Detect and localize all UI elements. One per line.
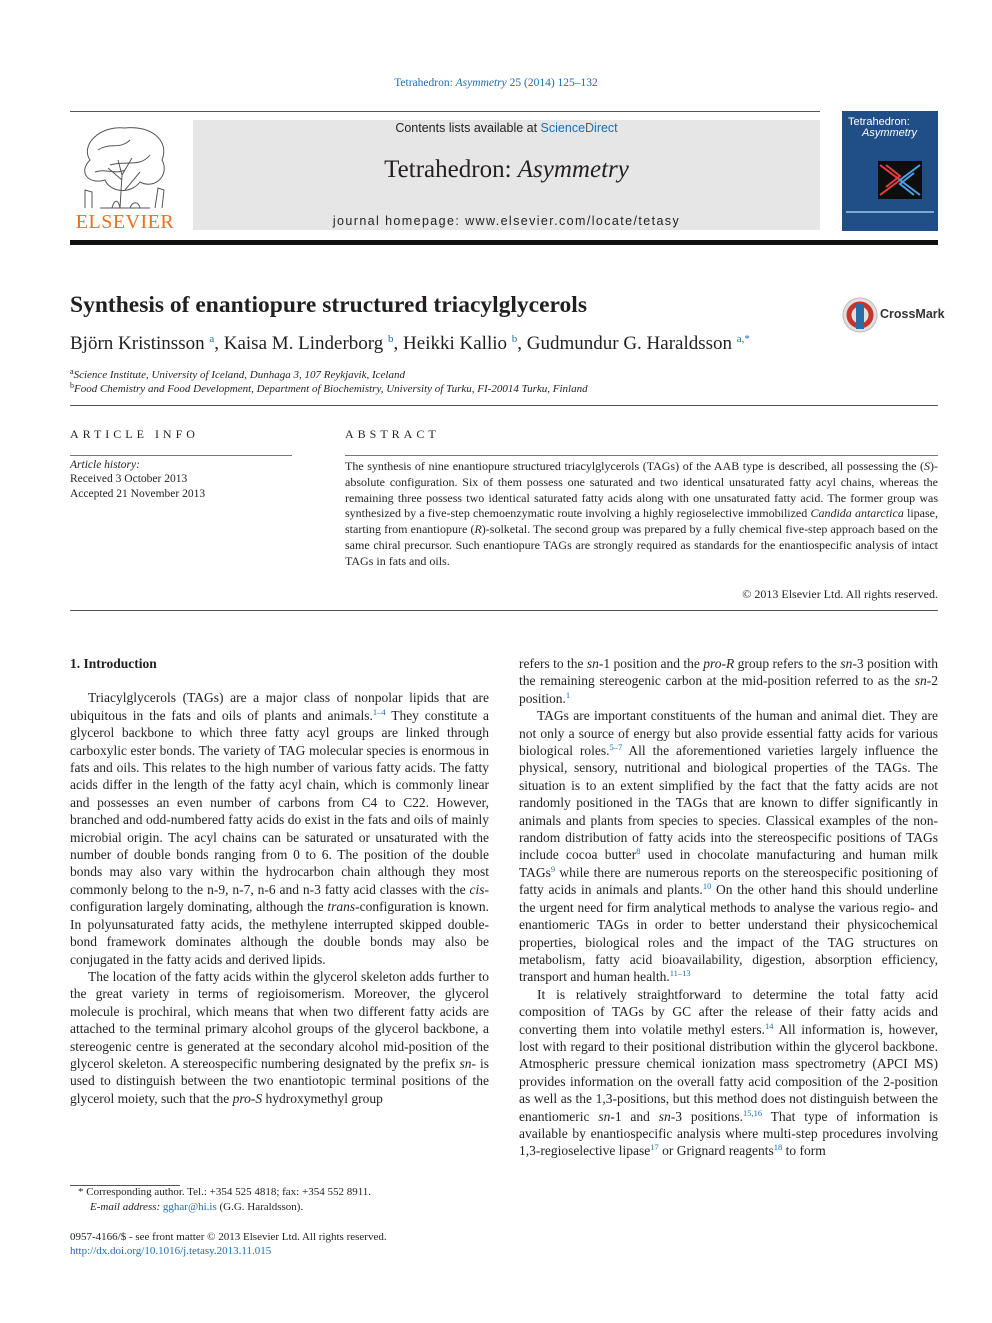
body-paragraph: It is relatively straightforward to determine the total fatty acid composition of TAGs by GC after the release of their fatty acids and converting them into volatile methyl esters.$^{14}$ All information is, however, lost with regard to their positional distribution within the glycerol backbone. Atmospheric pressure chemical ionization mass spectrometry (APCI MS) provides information on the overall fatty acid composition of the 2-position as well as the 1,3-positions, but this method does not distinguish between the enantiomeric sn-1 and sn-3 positions.$^{15,16}$ That type of information is available by enantiospecific analysis where multi-step procedures involving 1,3-regioselective lipase$^{17}$ or Grignard reagents$^{18}$ to form [519, 986, 938, 1159]
email-owner: (G.G. Haraldsson). [216, 1201, 304, 1213]
corresponding-author-note: * Corresponding author. Tel.: +354 525 4818; fax: +354 552 8911. [78, 1186, 372, 1198]
article-title: Synthesis of enantiopure structured triacylglycerols [70, 292, 587, 318]
journal-banner [193, 120, 820, 230]
email-note [90, 1201, 303, 1213]
header-rule [70, 111, 820, 112]
journal-citation [0, 77, 992, 89]
citation-journal-italic[interactable]: Asymmetry [455, 77, 507, 89]
abstract-copyright: © 2013 Elsevier Ltd. All rights reserved. [742, 587, 938, 601]
journal-homepage [193, 214, 820, 228]
contents-prefix: Contents lists available at [395, 121, 541, 135]
section-heading: 1. Introduction [70, 656, 157, 671]
section-rule [70, 610, 938, 611]
homepage-label: journal homepage: [332, 214, 466, 228]
issn-line: 0957-4166/$ - see front matter © 2013 Elsevier Ltd. All rights reserved. [70, 1231, 387, 1243]
homepage-url[interactable]: www.elsevier.com/locate/tetasy [465, 214, 681, 228]
body-paragraph: refers to the sn-1 position and the pro-R group refers to the sn-3 position with the remaining stereogenic carbon at the mid-position referred to as the sn-2 position.$^1$ [519, 656, 938, 706]
citation-ref[interactable]: 14 [765, 1020, 774, 1031]
affiliation-text: Science Institute, University of Iceland, Dunhaga 3, 107 Reykjavik, Iceland [73, 369, 405, 381]
affiliation-marker: b [70, 381, 74, 390]
abstract-rule [345, 455, 938, 456]
author-list: Björn Kristinsson $^a$, Kaisa M. Linderborg $^b$, Heikki Kallio $^b$, Gudmundur G. Haraldsson $^{a,*}$ [70, 333, 750, 354]
cover-title-line1: Tetrahedron: [848, 116, 910, 128]
citation-volume[interactable]: 25 (2014) 125–132 [506, 77, 598, 89]
citation-ref[interactable]: 18 [773, 1142, 783, 1153]
citation-ref[interactable]: 17 [650, 1142, 659, 1153]
citation-ref[interactable]: 5–7 [609, 742, 623, 753]
author-name[interactable]: Kaisa M. Linderborg [223, 333, 384, 354]
body-paragraph: The location of the fatty acids within the glycerol skeleton adds further to the great variety in terms of regioisomerism. Moreover, the glycerol molecule is prochiral, which means that when two different fatty acids are attached to the terminal primary alcohol groups of the glycerol backbone, a stereogenic centre is generated at the secondary alcohol mid-position of the glycerol skeleton. A stereospecific numbering designated by the prefix sn- is used to distinguish between the two enantiotopic terminal positions of the glycerol moiety, such that the pro-S hydroxymethyl group [70, 968, 489, 1106]
body-paragraph: Triacylglycerols (TAGs) are a major class of nonpolar lipids that are ubiquitous in the fats and oils of plants and animals.$^{1-4}$ They constitute a glycerol backbone to which three fatty acyl groups are linked through carboxylic ester bonds. The variety of TAG molecular species is enormous in fats and oils. This relates to the high number of various fatty acids. The fatty acids differ in the length of the fatty acyl chain, which is commonly linear and possesses an even number of carbons from C4 to C22. However, branched and odd-numbered fatty acids do exist in the fats and oils of mainly microbial origin. The acyl chains can be saturated or unsaturated with the number of double bonds ranging from 0 to 6. The position of the double bonds may also vary within the hydrocarbon chain although they most commonly belong to the n-9, n-7, n-6 and n-3 fatty acid classes with the cis-configuration largely dominating, although the trans-configuration is known. In polyunsaturated fatty acids, the methylene interrupted skipped double-bond framework dominates although the double bonds may also be conjugated in the fatty acids and derived lipids. [70, 690, 489, 967]
journal-name-plain: Tetrahedron: [384, 156, 518, 183]
article-info-rule [70, 455, 292, 456]
email-label: E-mail address: [90, 1201, 163, 1213]
citation-ref[interactable]: 11–13 [669, 968, 691, 979]
email-link[interactable]: gghar@hi.is [162, 1201, 217, 1213]
author-affiliation-marker[interactable]: a,* [736, 333, 750, 345]
abstract-text: The synthesis of nine enantiopure structured triacylglycerols (TAGs) of the AAB type is described, all possessing the (S)-absolute configuration. Six of them possess one saturated and two identical unsaturated fatty acyl chains, whereas the remaining three possess two identical saturated fatty acids along with one unsaturated fatty acid. The former group was synthesized by a five-step chemoenzymatic route involving a highly regioselective immobilized Candida antarctica lipase, starting from enantiopure (R)-solketal. The second group was prepared by a fully chemical five-step approach based on the same chiral precursor. Such enantiopure TAGs are strongly required as standards for the enantiospecific analysis of intact TAGs in fats and oils. [345, 459, 938, 568]
cover-title [848, 117, 917, 139]
accepted-date: Accepted 21 November 2013 [70, 488, 206, 500]
received-date: Received 3 October 2013 [70, 473, 188, 485]
body-column-right [519, 655, 938, 1160]
journal-cover-image [842, 111, 938, 231]
contents-line [193, 121, 820, 135]
citation-ref[interactable]: 1–4 [372, 706, 386, 717]
header-thick-rule [70, 240, 938, 245]
body-column-left [70, 655, 489, 1107]
section-rule [70, 405, 938, 406]
citation-ref[interactable]: 10 [702, 881, 712, 892]
affiliation-text: Food Chemistry and Food Development, Department of Biochemistry, University of Turku, FI-20014 Turku, Finland [74, 383, 588, 395]
citation-ref[interactable]: 1 [565, 689, 571, 700]
cover-title-line2: Asymmetry [862, 127, 917, 139]
sciencedirect-link[interactable]: ScienceDirect [540, 121, 618, 135]
citation-journal[interactable]: Tetrahedron: [394, 77, 456, 89]
body-paragraph: TAGs are important constituents of the human and animal diet. They are not only a source of energy but also provide essential fatty acids for various biological roles.$^{5-7}$ All the aforementioned varieties largely influence the physical, sensory, nutritional and biological properties of the TAGs. The situation is to an extent simplified by the fact that the fatty acids are not randomly positioned in the TAGs that are known to differ significantly in animals and plants from species to species. Classical examples of the non-random distribution of fatty acids into the stereospecific positions of TAGs include cocoa butter$^8$ used in chocolate manufacturing and human milk TAGs$^9$ while there are numerous reports on the stereospecific positioning of fatty acids in animals and plants.$^{10}$ On the other hand this should underline the urgent need for firm analytical methods to analyse the various regio- and enantiomeric TAGs in order to better understand their physicochemical properties, biological roles and the impact of the TAG structures on metabolism, fatty acid bioavailability, digestion, absorption efficiency, transport and human health.$^{11-13}$ [519, 708, 939, 985]
author-name[interactable]: Gudmundur G. Haraldsson [526, 333, 733, 354]
affiliation [70, 367, 405, 381]
abstract-heading: ABSTRACT [345, 427, 440, 441]
author-name[interactable]: Heikki Kallio [403, 333, 507, 354]
author-affiliation-marker[interactable]: b [388, 333, 394, 345]
affiliation-marker: a [70, 367, 74, 376]
publisher-logo-text: ELSEVIER [75, 211, 175, 233]
citation-ref[interactable]: 15,16 [742, 1107, 763, 1118]
author-affiliation-marker[interactable]: b [511, 333, 518, 345]
affiliation [70, 381, 588, 395]
article-history-label: Article history: [70, 459, 140, 471]
journal-name [193, 156, 820, 184]
citation-ref[interactable]: 9 [550, 863, 556, 874]
author-name[interactable]: Björn Kristinsson [70, 333, 205, 354]
journal-name-italic: Asymmetry [517, 156, 629, 183]
cover-graphic [878, 161, 922, 199]
cover-stripe [846, 211, 934, 213]
doi-link[interactable]: http://dx.doi.org/10.1016/j.tetasy.2013.11.015 [70, 1245, 272, 1257]
article-info-heading: ARTICLE INFO [70, 427, 199, 441]
crossmark-badge[interactable] [842, 297, 952, 333]
crossmark-icon [842, 297, 878, 333]
author-affiliation-marker[interactable]: a [209, 333, 215, 345]
citation-ref[interactable]: 8 [636, 846, 641, 857]
crossmark-label: CrossMark [880, 307, 945, 321]
